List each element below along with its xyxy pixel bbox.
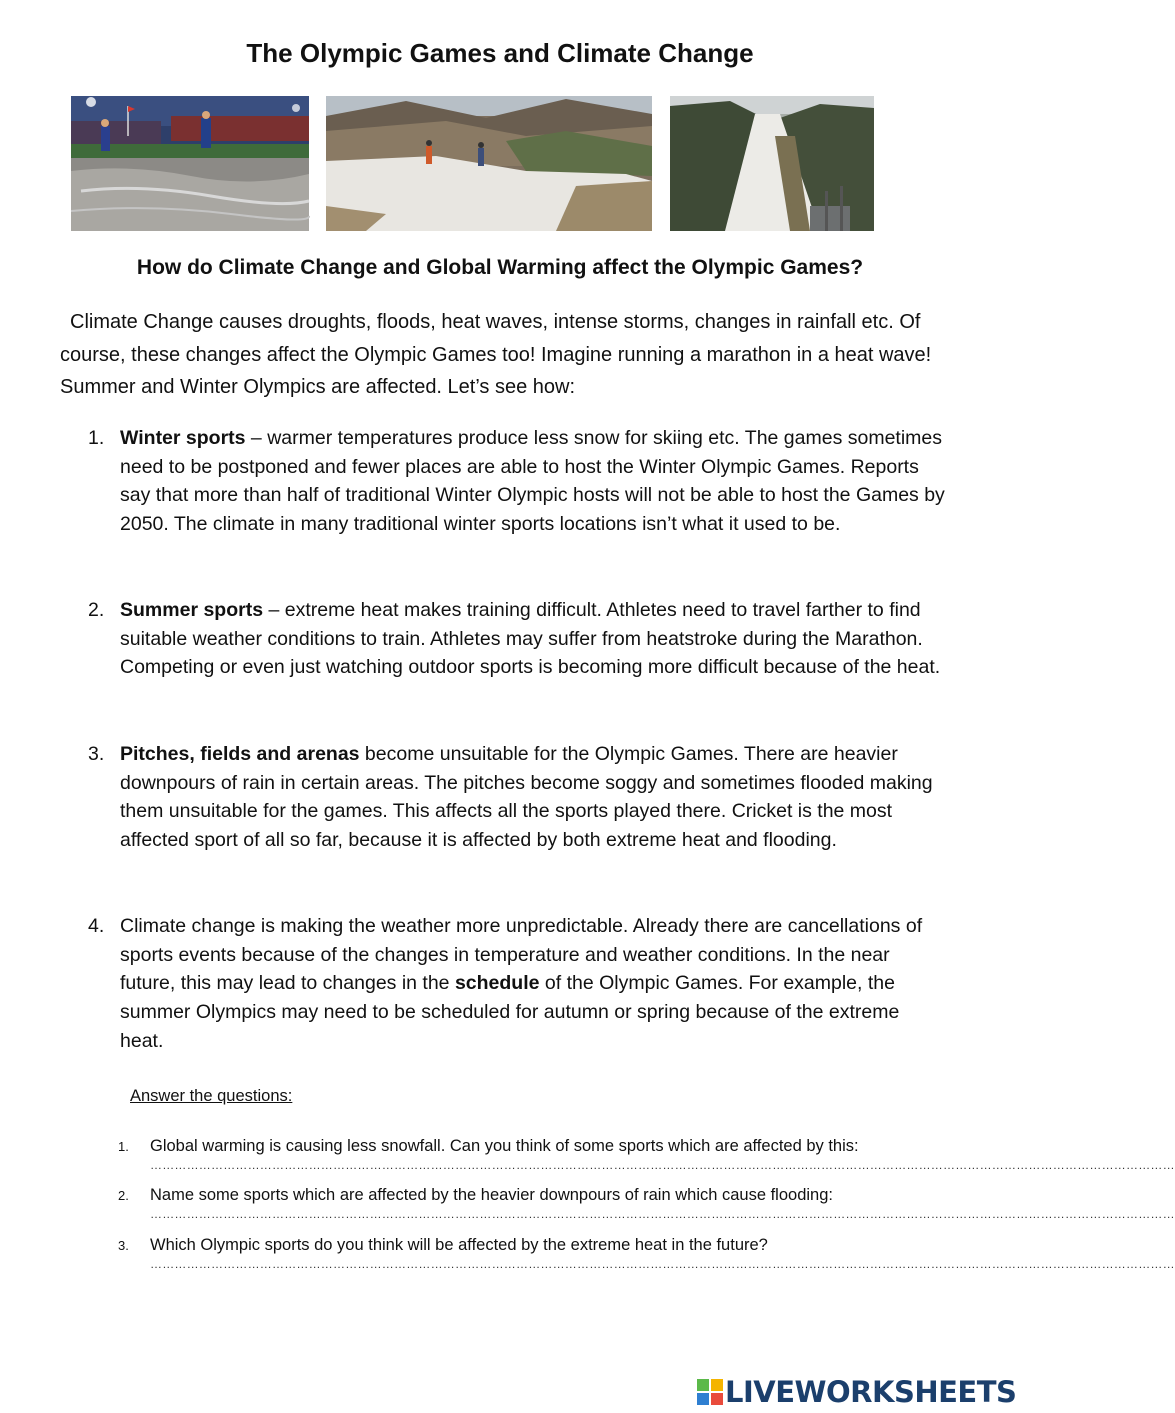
section-heading: How do Climate Change and Global Warming affect the Olympic Games? xyxy=(136,256,864,279)
answer-field[interactable]: ……………………………………………………………………………………………………………………………………………………………………………………………………………………………… xyxy=(150,1207,1175,1221)
point-text: become unsuitable for the Olympic Games. There are heavier downpours of rain in certain areas. The pitches become soggy and sometimes flooded making them unsuitable for the games. This affects all the sports played there. Cricket is the most affected sport of all so far, because it is affected by both extreme heat and flooding. xyxy=(120,743,933,852)
logo-text: LIVEWORKSHEETS xyxy=(725,1375,1017,1409)
list-number: 2. xyxy=(88,599,105,621)
question-text: Name some sports which are affected by the heavier downpours of rain which cause flooding: xyxy=(150,1186,833,1204)
question-item xyxy=(118,1137,1175,1172)
list-item xyxy=(88,740,948,855)
snowless-ski-run-photo xyxy=(670,96,874,231)
list-number: 3. xyxy=(88,743,105,765)
melting-ski-slope-photo xyxy=(326,96,652,231)
point-text: – warmer temperatures produce less snow for skiing etc. The games sometimes need to be postponed and fewer places are able to host the Winter Olympic Games. Reports say that more than half of traditional Winter Olympic hosts will not be able to host the Games by 2050. The climate in many traditional winter sports locations isn’t what it used to be. xyxy=(120,427,945,536)
logo-icon xyxy=(697,1379,723,1405)
point-heading: schedule xyxy=(454,972,540,995)
question-number: 3. xyxy=(118,1238,129,1253)
list-number: 1. xyxy=(88,427,105,449)
list-item xyxy=(88,912,948,1056)
question-text: Which Olympic sports do you think will be affected by the extreme heat in the future? xyxy=(150,1236,768,1254)
page-title: The Olympic Games and Climate Change xyxy=(246,38,754,68)
intro-paragraph: Climate Change causes droughts, floods, heat waves, intense storms, changes in rainfall etc. Of course, these changes affect the Olympic Games too! Imagine running a marathon in a heat wave! Summer and Winter Olympics are affected. Let’s see how: xyxy=(60,311,932,398)
question-item xyxy=(118,1186,1175,1221)
answer-field[interactable]: ……………………………………………………………………………………………………………………………………………………………………………………………………………………………… xyxy=(150,1158,1175,1172)
answer-heading: Answer the questions: xyxy=(130,1087,293,1105)
list-number: 4. xyxy=(88,915,105,937)
point-heading: Winter sports xyxy=(120,427,246,449)
question-number: 1. xyxy=(118,1139,129,1154)
question-item xyxy=(118,1236,1175,1271)
point-text: – extreme heat makes training difficult. Athletes need to travel farther to find suitable weather conditions to train. Athletes may suffer from heatstroke during the Marathon. Competing or even just watching outdoor sports is becoming more difficult because of the heat. xyxy=(120,599,941,679)
point-text: of the Olympic Games. For example, the summer Olympics may need to be scheduled for autumn or spring because of the extreme heat. xyxy=(120,972,900,1052)
point-heading: Pitches, fields and arenas xyxy=(120,743,360,765)
liveworksheets-logo xyxy=(697,1376,1016,1408)
point-heading: Summer sports xyxy=(120,599,264,621)
point-text: Climate change is making the weather more unpredictable. Already there are cancellations of sports events because of the changes in temperature and weather conditions. In the near future, this may lead to changes in the xyxy=(120,915,923,995)
answer-field[interactable]: ……………………………………………………………………………………………………………………………………………………………………………………………………………………………… xyxy=(150,1257,1175,1271)
flooded-stadium-photo xyxy=(71,96,309,231)
list-item xyxy=(88,424,948,539)
question-text: Global warming is causing less snowfall. Can you think of some sports which are affected by this: xyxy=(150,1137,859,1155)
list-item xyxy=(88,596,948,682)
question-number: 2. xyxy=(118,1188,129,1203)
